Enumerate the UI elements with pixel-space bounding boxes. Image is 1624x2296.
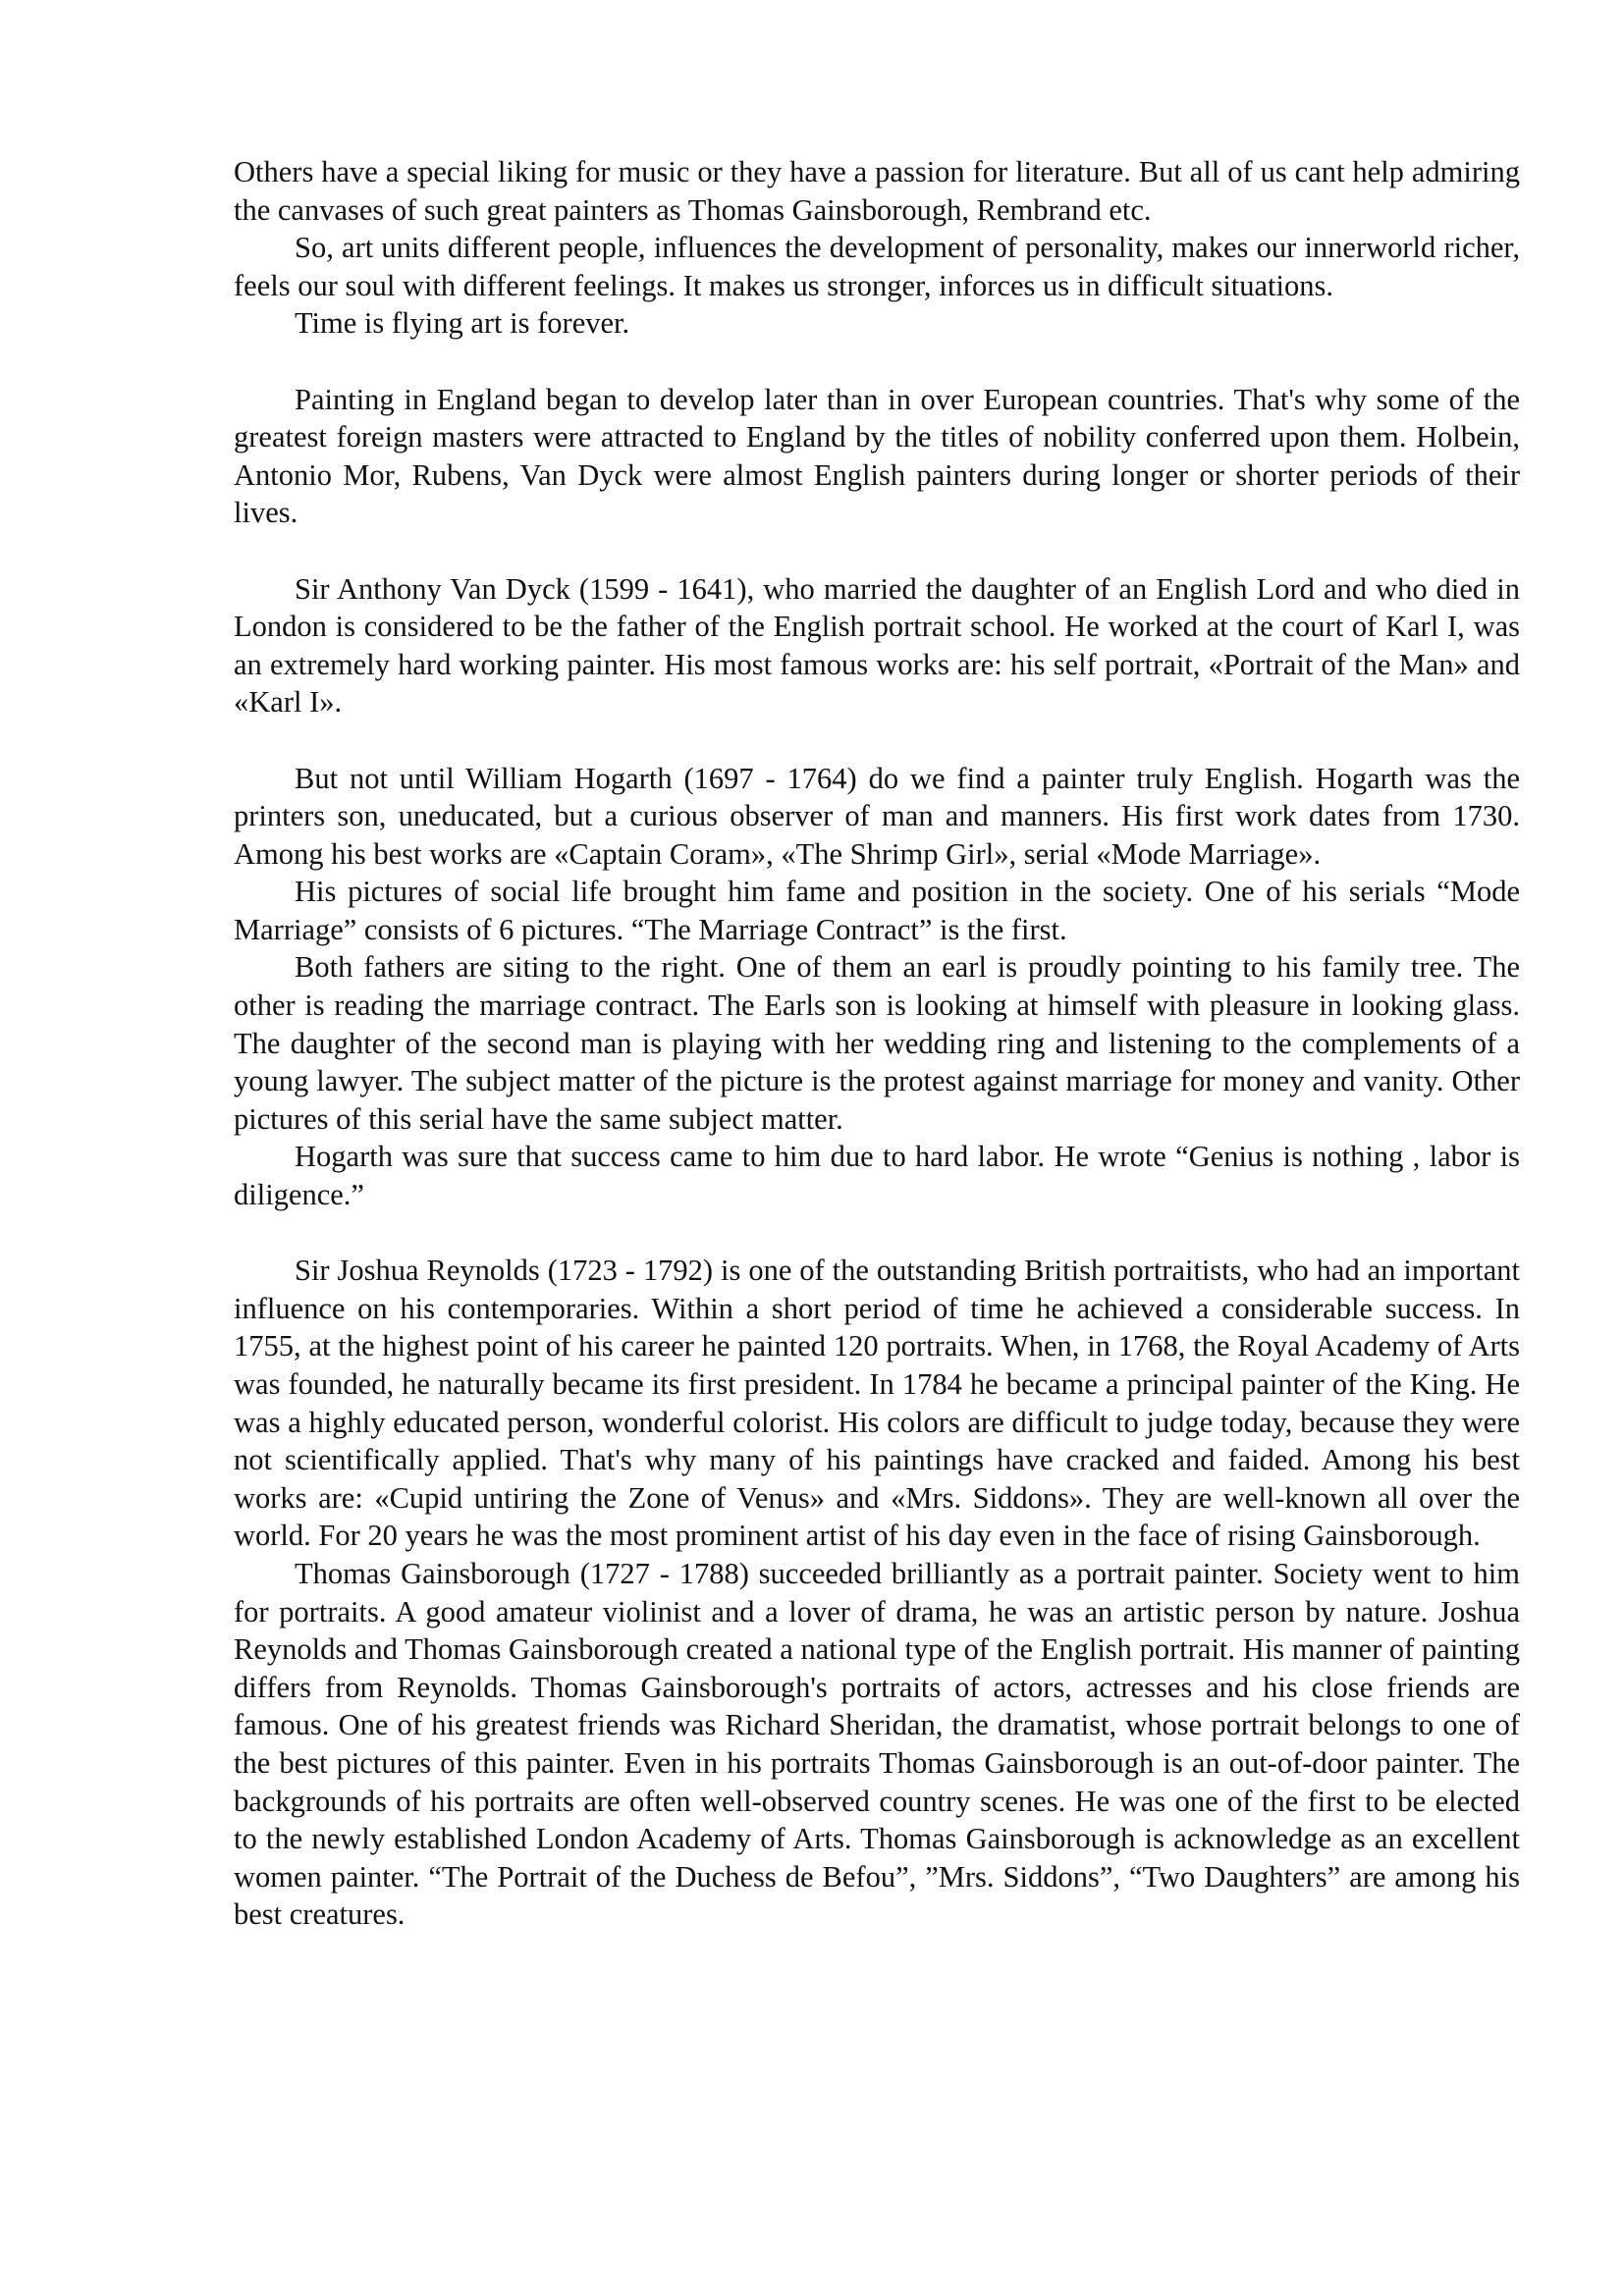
paragraph-hogarth-labor: Hogarth was sure that success came to him due to hard labor. He wrote “Genius is nothing , labor is diligence.” [234, 1140, 1520, 1212]
paragraph-marriage-contract: Both fathers are siting to the right. One of them an earl is proudly pointing to his family tree. The other is reading the marriage contract. The Earls son is looking at himself with pleasure in looking glass. The daughter of the second man is playing with her wedding ring and listening to the complements of a young lawyer. The subject matter of the picture is the protest against marriage for money and vanity. Other pictures of this serial have the same subject matter. [234, 950, 1520, 1136]
paragraph-art-unites: So, art units different people, influences the development of personality, makes our innerworld richer, feels our soul with different feelings. It makes us stronger, inforces us in difficult situations. [234, 231, 1520, 302]
paragraph-time-flying: Time is flying art is forever. [295, 306, 630, 341]
document-page [234, 153, 1520, 1934]
paragraph-hogarth-social-life: His pictures of social life brought him fame and position in the society. One of his serials “Mode Marriage” consists of 6 pictures. “The Marriage Contract” is the first. [234, 875, 1520, 946]
paragraph-painting-in-england: Painting in England began to develop later than in over European countries. That's why some of the greatest foreign masters were attracted to England by the titles of nobility conferred upon them. Holbein, Antonio Mor, Rubens, Van Dyck were almost English painters during longer or shorter periods of their lives. [234, 382, 1520, 530]
paragraph-hogarth-intro: But not until William Hogarth (1697 - 1764) do we find a painter truly English. Hogarth was the printers son, uneducated, but a curious observer of man and manners. His first work dates from 1730. Among his best works are «Captain Coram», «The Shrimp Girl», serial «Mode Marriage». [234, 761, 1520, 871]
paragraph-van-dyck: Sir Anthony Van Dyck (1599 - 1641), who married the daughter of an English Lord and who died in London is considered to be the father of the English portrait school. He worked at the court of Karl I, was an extremely hard working painter. His most famous works are: his self portrait, «Portrait of the Man» and «Karl I». [234, 571, 1520, 720]
paragraph-reynolds: Sir Joshua Reynolds (1723 - 1792) is one of the outstanding British portraitists, who had an important influence on his contemporaries. Within a short period of time he achieved a considerable success. In 1755, at the highest point of his career he painted 120 portraits. When, in 1768, the Royal Academy of Arts was founded, he naturally became its first president. In 1784 he became a principal painter of the King. He was a highly educated person, wonderful colorist. His colors are difficult to judge today, because they were not scientifically applied. That's why many of his paintings have cracked and faided. Among his best works are: «Cupid untiring the Zone of Venus» and «Mrs. Siddons». They are well-known all over the world. For 20 years he was the most prominent artist of his day even in the face of rising Gainsborough. [234, 1254, 1520, 1553]
paragraph-gainsborough: Thomas Gainsborough (1727 - 1788) succeeded brilliantly as a portrait painter. Society went to him for portraits. A good amateur violinist and a lover of drama, he was an artistic person by nature. Joshua Reynolds and Thomas Gainsborough created a national type of the English portrait. His manner of painting differs from Reynolds. Thomas Gainsborough's portraits of actors, actresses and his close friends are famous. One of his greatest friends was Richard Sheridan, the dramatist, whose portrait belongs to one of the best pictures of this painter. Even in his portraits Thomas Gainsborough is an out-of-door painter. The backgrounds of his portraits are often well-observed country scenes. He was one of the first to be elected to the newly established London Academy of Arts. Thomas Gainsborough is acknowledge as an excellent women painter. “The Portrait of the Duchess de Befou”, ”Mrs. Siddons”, “Two Daughters” are among his best creatures. [234, 1556, 1520, 1932]
paragraph-intro-continued: Others have a special liking for music or they have a passion for literature. But all of us cant help admiring the canvases of such great painters as Thomas Gainsborough, Rembrand etc. [234, 155, 1520, 227]
